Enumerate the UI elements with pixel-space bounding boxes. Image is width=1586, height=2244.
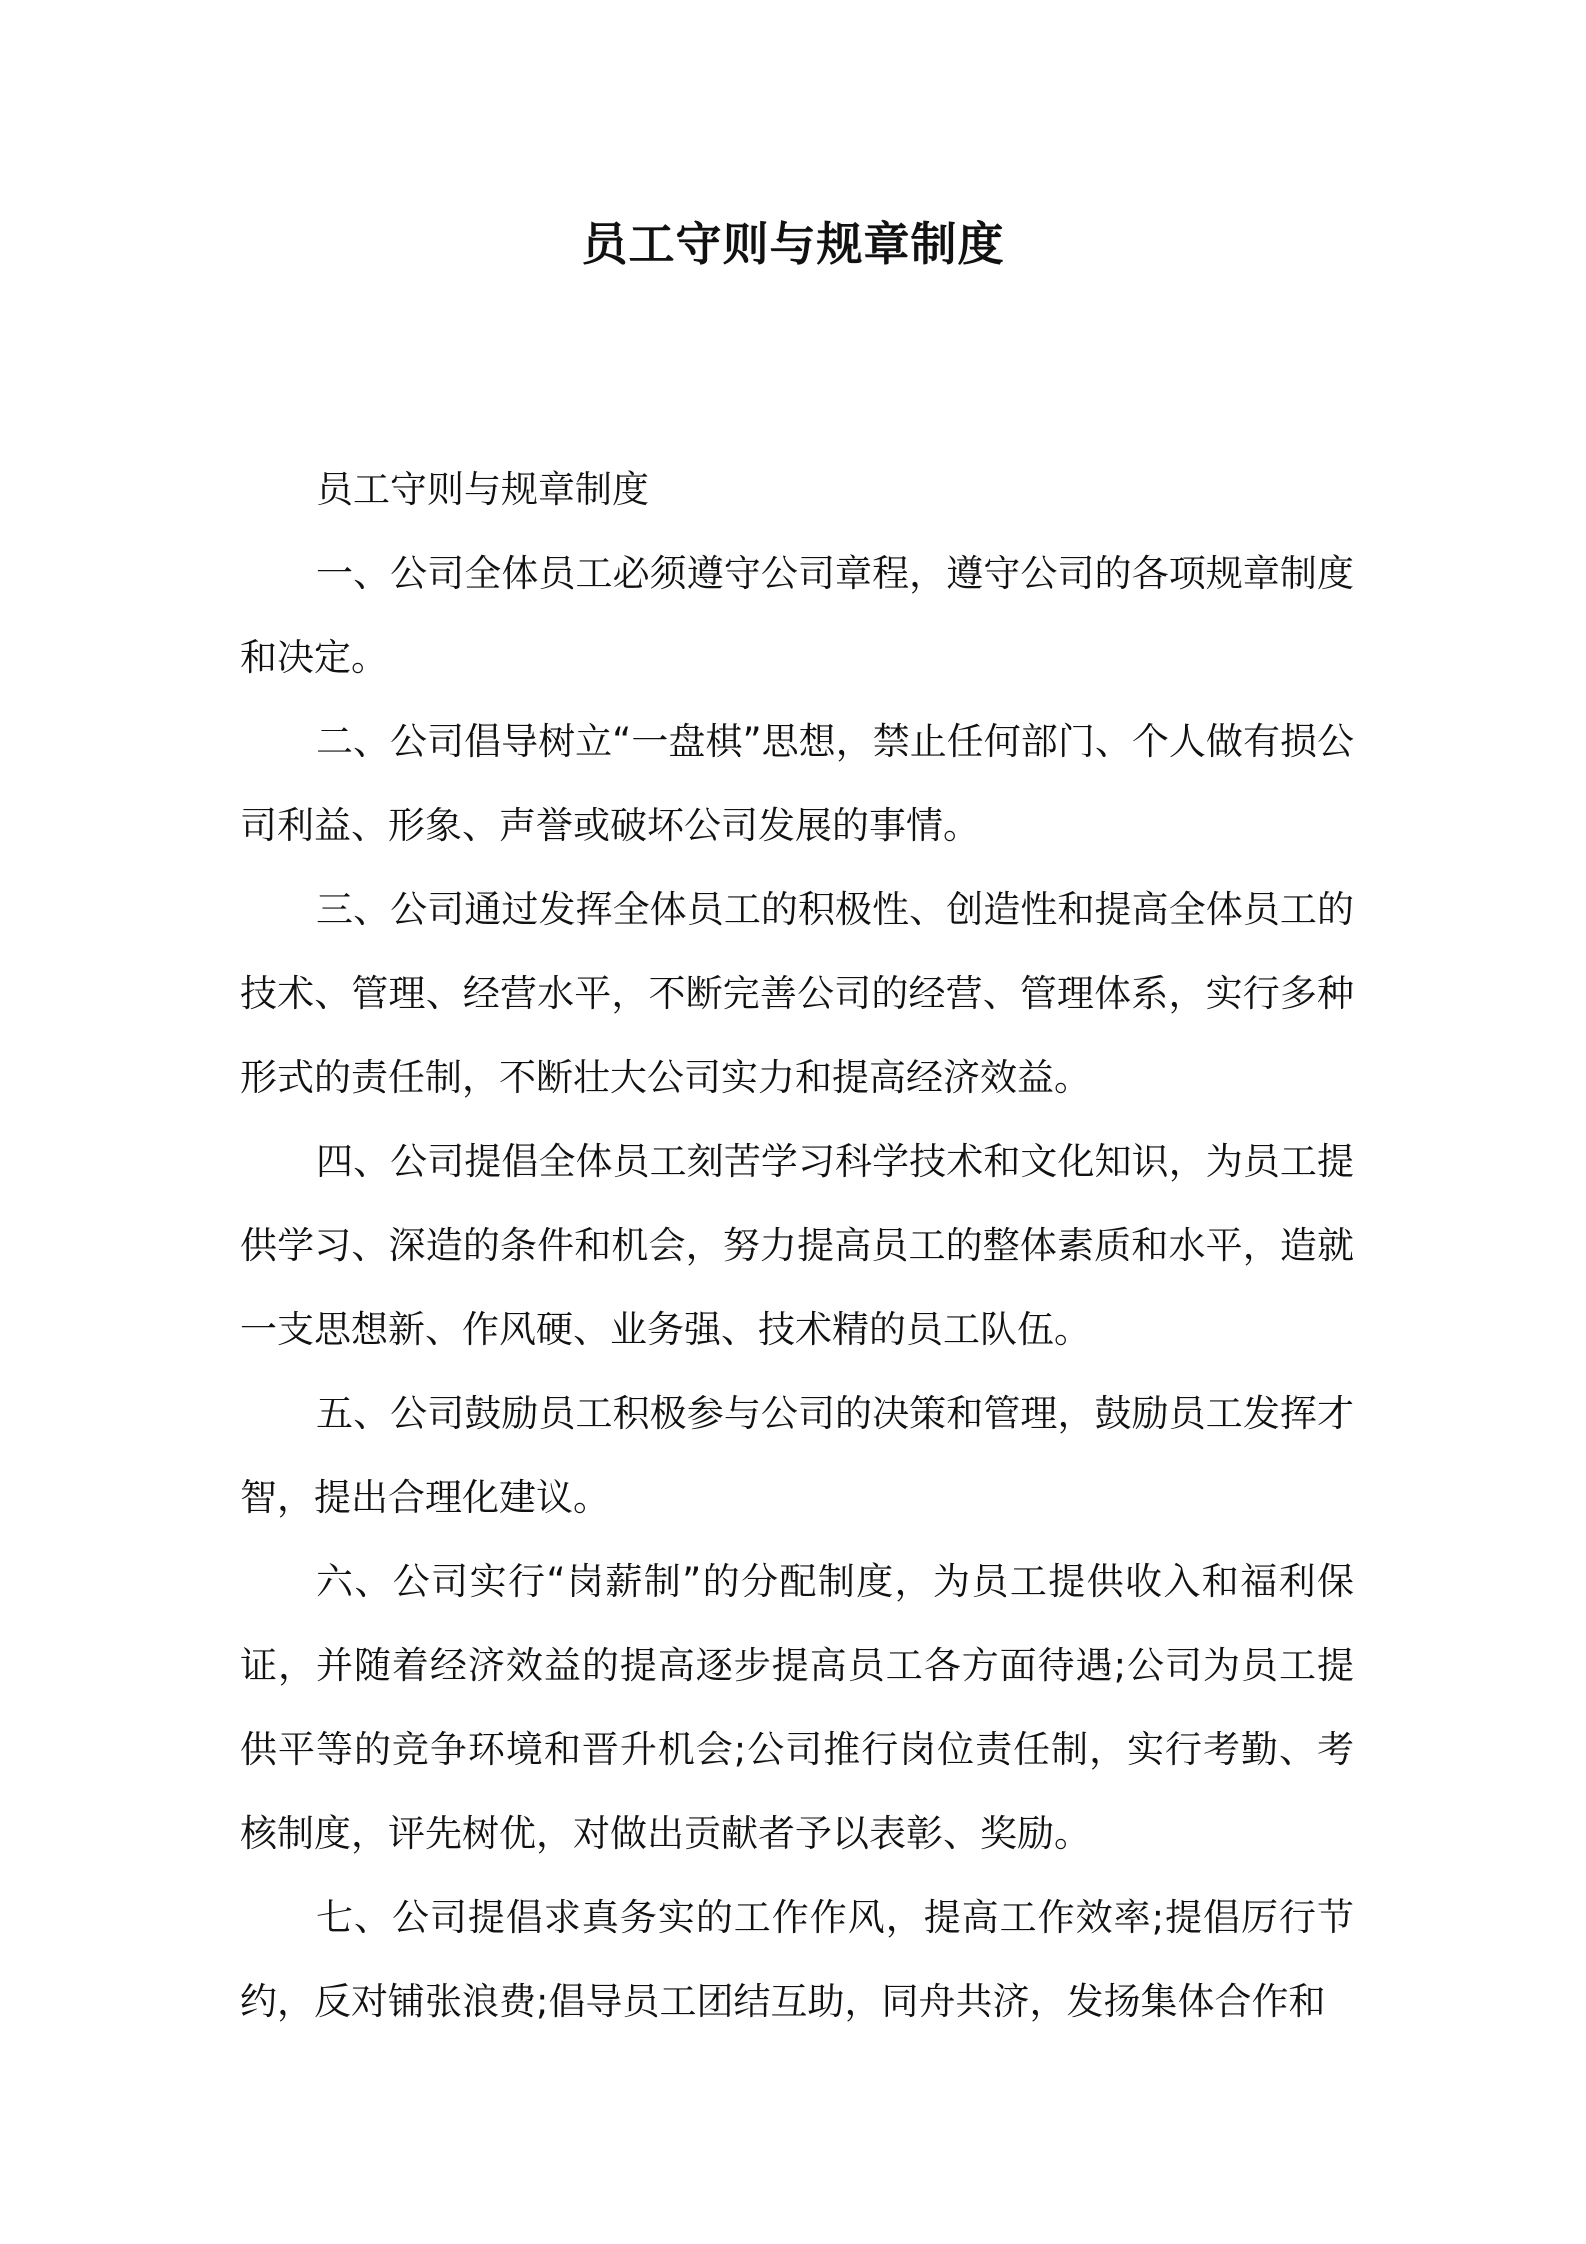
- document-title: 员工守则与规章制度: [581, 217, 1005, 271]
- document-subtitle: 员工守则与规章制度: [316, 468, 649, 511]
- paragraph-1: 一、公司全体员工必须遵守公司章程，遵守公司的各项规章制度和决定。: [240, 552, 1354, 679]
- paragraph-2: 二、公司倡导树立“一盘棋”思想，禁止任何部门、个人做有损公司利益、形象、声誉或破坏公司发展的事情。: [240, 720, 1354, 847]
- paragraph-4: 四、公司提倡全体员工刻苦学习科学技术和文化知识，为员工提供学习、深造的条件和机会，努力提高员工的整体素质和水平，造就一支思想新、作风硬、业务强、技术精的员工队伍。: [240, 1140, 1354, 1351]
- paragraph-5: 五、公司鼓励员工积极参与公司的决策和管理，鼓励员工发挥才智，提出合理化建议。: [240, 1392, 1354, 1519]
- paragraph-7: 七、公司提倡求真务实的工作作风，提高工作效率;提倡厉行节约，反对铺张浪费;倡导员工团结互助，同舟共济，发扬集体合作和: [240, 1896, 1354, 2023]
- paragraph-6: 六、公司实行“岗薪制”的分配制度，为员工提供收入和福利保证，并随着经济效益的提高逐步提高员工各方面待遇;公司为员工提供平等的竞争环境和晋升机会;公司推行岗位责任制，实行考勤、考核制度，评先树优，对做出贡献者予以表彰、奖励。: [240, 1560, 1354, 1855]
- paragraph-3: 三、公司通过发挥全体员工的积极性、创造性和提高全体员工的技术、管理、经营水平，不断完善公司的经营、管理体系，实行多种形式的责任制，不断壮大公司实力和提高经济效益。: [240, 888, 1354, 1099]
- document-body: [240, 448, 1354, 2044]
